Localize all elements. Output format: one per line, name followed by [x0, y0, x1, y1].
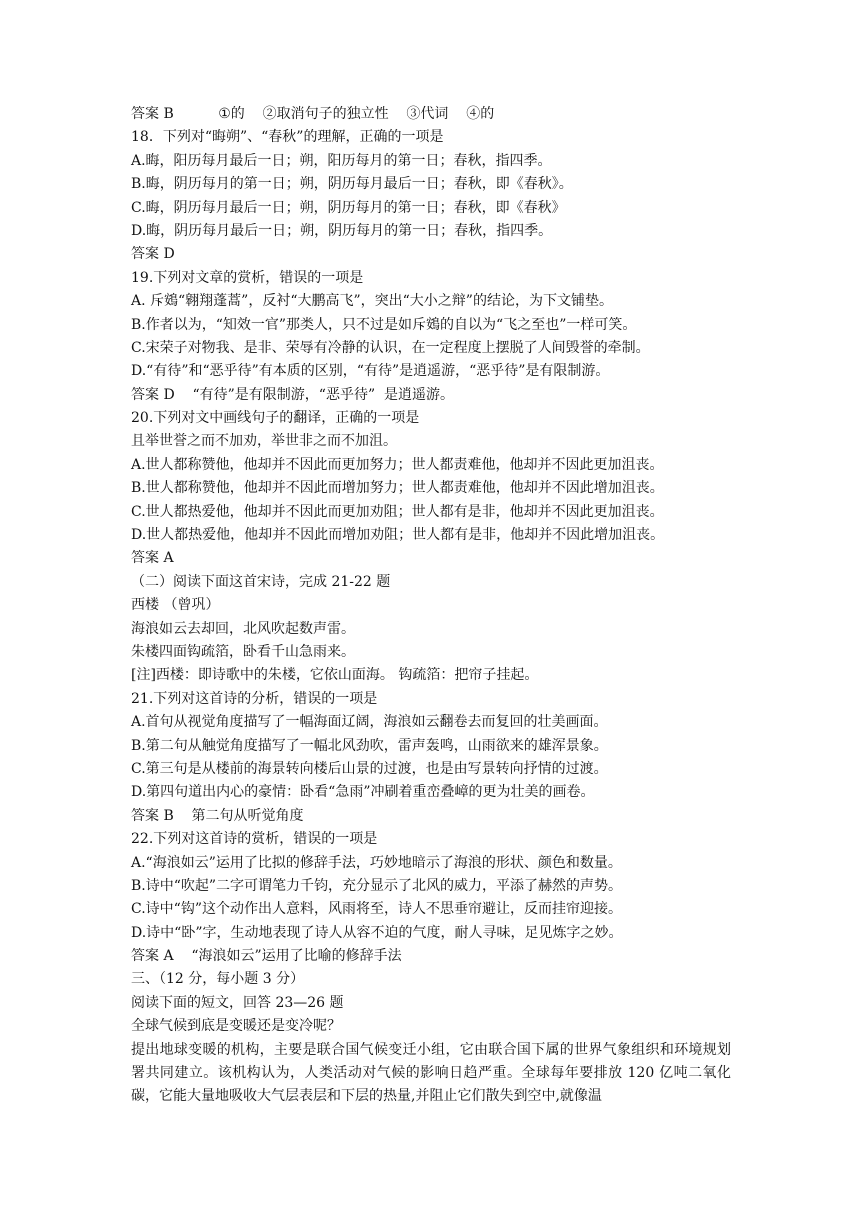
text-line: B.第二句从触觉角度描写了一幅北风劲吹，雷声轰鸣，山雨欲来的雄浑景象。 — [131, 737, 608, 754]
text-line: 海浪如云去却回，北风吹起数声雷。 — [131, 620, 355, 637]
text-line: C.诗中“钩”这个动作出人意料，风雨将至，诗人不思垂帘避让，反而挂帘迎接。 — [131, 901, 622, 918]
text-line: 19.下列对文章的赏析，错误的一项是 — [131, 269, 364, 286]
text-line: B.作者以为，“知效一官”那类人，只不过是如斥鴳的自以为“飞之至也”一样可笑。 — [131, 316, 637, 333]
text-line: 22.下列对这首诗的赏析，错误的一项是 — [131, 831, 378, 848]
text-line: D.诗中“卧”字，生动地表现了诗人从容不迫的气度，耐人寻味，足见炼字之妙。 — [131, 924, 623, 941]
text-line: 全球气候到底是变暖还是变冷呢？ — [131, 1018, 341, 1035]
text-line: 答案 D “有待”是有限制游，“恶乎待” 是逍遥游。 — [131, 386, 455, 403]
text-line: [注]西楼：即诗歌中的朱楼，它依山面海。 钩疏箔：把帘子挂起。 — [131, 667, 539, 684]
text-line: D.世人都热爱他，他却并不因此而增加劝阻；世人都有是非，他却并不因此增加沮丧。 — [131, 527, 665, 544]
text-line: B.诗中“吹起”二字可谓笔力千钧，充分显示了北风的威力，平添了赫然的声势。 — [131, 877, 623, 894]
text-line: D.第四句道出内心的豪情：卧看“急雨”冲刷着重峦叠嶂的更为壮美的画卷。 — [131, 784, 595, 801]
text-line: C.宋荣子对物我、是非、荣辱有冷静的认识，在一定程度上摆脱了人间毁誉的牵制。 — [131, 339, 650, 356]
text-line: A.晦，阳历每月最后一日；朔，阳历每月的第一日；春秋，指四季。 — [131, 152, 552, 169]
text-line: 答案 D — [131, 246, 175, 263]
text-line: A. 斥鴳“翱翔蓬蒿”，反衬“大鹏高飞”，突出“大小之辩”的结论，为下文铺垫。 — [131, 293, 613, 310]
text-line: A.“海浪如云”运用了比拟的修辞手法，巧妙地暗示了海浪的形状、颜色和数量。 — [131, 854, 622, 871]
text-line: 答案 B ①的 ②取消句子的独立性 ③代词 ④的 — [131, 106, 495, 122]
document-page — [131, 103, 731, 1109]
text-line: 21.下列对这首诗的分析，错误的一项是 — [131, 690, 378, 707]
text-line: 答案 A — [131, 550, 174, 567]
text-line: 答案 B 第二句从听觉角度 — [131, 807, 304, 824]
text-line: 朱楼四面钩疏箔，卧看千山急雨来。 — [131, 643, 355, 660]
text-line: C.晦，阴历每月最后一日；朔，阴历每月的第一日；春秋，即《春秋》 — [131, 199, 566, 216]
text-line: 西楼 （曾巩） — [131, 597, 220, 614]
text-line: 阅读下面的短文，回答 23—26 题 — [131, 994, 344, 1011]
text-line: D.晦，阴历每月最后一日；朔，阴历每月的第一日；春秋，指四季。 — [131, 222, 553, 239]
text-line: 且举世誉之而不加劝，举世非之而不加沮。 — [131, 433, 397, 450]
text-line: 18．下列对“晦朔”、“春秋”的理解，正确的一项是 — [131, 129, 444, 146]
passage-paragraph: 提出地球变暖的机构，主要是联合国气候变迁小组，它由联合国下属的世界气象组织和环境规划署共同建立。该机构认为，人类活动对气候的影响日趋严重。全球每年要排放 120 亿吨二氧化碳，它能大量地吸收大气层表层和下层的热量,并阻止它们散失到空中,就像温 — [131, 1041, 731, 1105]
text-line: B.晦，阴历每月的第一日；朔，阴历每月最后一日；春秋，即《春秋》。 — [131, 176, 573, 193]
text-line: 20.下列对文中画线句子的翻译，正确的一项是 — [131, 410, 420, 427]
text-lines — [131, 103, 731, 1039]
text-line: A.首句从视觉角度描写了一幅海面辽阔，海浪如云翻卷去而复回的壮美画面。 — [131, 714, 608, 731]
text-line: A.世人都称赞他，他却并不因此而更加努力；世人都责难他，他却并不因此更加沮丧。 — [131, 456, 664, 473]
text-line: 答案 A “海浪如云”运用了比喻的修辞手法 — [131, 948, 402, 965]
text-line: C.第三句是从楼前的海景转向楼后山景的过渡，也是由写景转向抒情的过渡。 — [131, 760, 608, 777]
text-line: 三、（12 分，每小题 3 分） — [131, 971, 305, 988]
text-line: C.世人都热爱他，他却并不因此而更加劝阻；世人都有是非，他却并不因此更加沮丧。 — [131, 503, 664, 520]
text-line: （二）阅读下面这首宋诗，完成 21-22 题 — [131, 573, 391, 590]
text-line: B.世人都称赞他，他却并不因此而增加努力；世人都责难他，他却并不因此增加沮丧。 — [131, 480, 664, 497]
text-line: D.“有待”和“恶乎待”有本质的区别，“有待”是逍遥游，“恶乎待”是有限制游。 — [131, 363, 610, 380]
